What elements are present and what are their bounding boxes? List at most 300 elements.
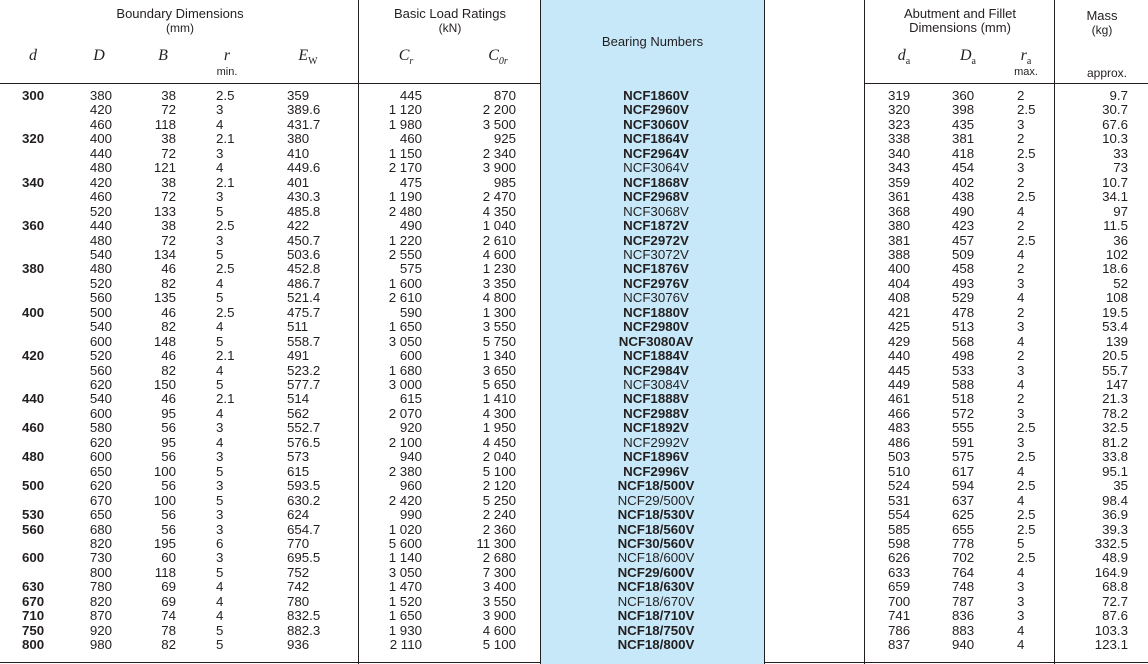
cell-r: 3	[216, 507, 224, 523]
cell-C0r: 5 100	[482, 463, 516, 479]
cell-C0r: 5 100	[482, 637, 516, 653]
cell-Ew: 780	[287, 593, 310, 609]
cell-B: 82	[161, 275, 176, 291]
cell-mass: 32.5	[1102, 420, 1128, 436]
cell-da: 323	[888, 116, 911, 132]
cell-D: 620	[89, 377, 112, 392]
cell-Cr: 1 020	[388, 521, 422, 537]
cell-C0r: 2 340	[482, 145, 516, 161]
cell-da: 429	[888, 333, 911, 349]
cell-ra: 2	[1017, 174, 1025, 190]
cell-D: 650	[89, 463, 112, 479]
bearing-number: NCF2976V	[623, 275, 689, 291]
cell-Cr: 3 050	[388, 333, 422, 349]
cell-B: 135	[153, 290, 176, 306]
cell-r: 4	[216, 362, 224, 378]
cell-Da: 940	[952, 637, 975, 653]
cell-Cr: 460	[399, 131, 422, 147]
cell-Ew: 695.5	[287, 550, 321, 566]
bearing-number: NCF1880V	[623, 304, 689, 320]
header-load-title: Basic Load Ratings	[393, 6, 506, 21]
cell-Da: 787	[952, 593, 975, 609]
cell-D: 600	[89, 449, 112, 465]
cell-r: 3	[216, 189, 224, 205]
cell-r: 3	[216, 550, 224, 566]
cell-D: 800	[89, 564, 112, 580]
cell-D: 460	[89, 116, 112, 132]
cell-B: 82	[161, 637, 176, 653]
cell-da: 598	[888, 535, 911, 551]
header-mass	[1056, 9, 1148, 37]
cell-Da: 533	[952, 362, 975, 378]
cell-Ew: 552.7	[287, 420, 321, 436]
cell-Da: 748	[952, 579, 975, 595]
cell-B: 150	[153, 377, 176, 392]
cell-r: 5	[216, 463, 224, 479]
cell-Ew: 936	[287, 637, 310, 653]
cell-ra: 3	[1017, 608, 1025, 624]
bearing-number: NCF3072V	[623, 246, 689, 262]
bearing-number: NCF2980V	[623, 319, 689, 335]
cell-ra: 2.5	[1017, 189, 1036, 205]
cell-D: 600	[89, 405, 112, 421]
bearing-number: NCF18/560V	[617, 521, 695, 537]
cell-ra: 4	[1017, 564, 1025, 580]
cell-Ew: 486.7	[287, 275, 321, 291]
cell-Ew: 562	[287, 405, 310, 421]
cell-ra: 3	[1017, 434, 1025, 450]
cell-da: 786	[888, 622, 911, 638]
cell-C0r: 4 600	[482, 622, 516, 638]
cell-ra: 2.5	[1017, 521, 1036, 537]
cell-Cr: 2 070	[388, 405, 422, 421]
cell-r: 4	[216, 160, 224, 176]
cell-ra: 3	[1017, 362, 1025, 378]
bearing-number: NCF2984V	[623, 362, 689, 378]
header-boundary-title: Boundary Dimensions	[116, 6, 244, 21]
cell-Da: 513	[952, 319, 975, 335]
cell-r: 3	[216, 521, 224, 537]
cell-Da: 493	[952, 275, 975, 291]
bearing-number: NCF18/750V	[617, 622, 695, 638]
cell-r: 5	[216, 333, 224, 349]
cell-Cr: 490	[399, 218, 422, 234]
cell-Cr: 1 930	[388, 622, 422, 638]
cell-da: 338	[888, 131, 911, 147]
cell-Cr: 990	[399, 507, 422, 523]
header-load-unit: (kN)	[438, 21, 462, 35]
cell-D: 730	[89, 550, 112, 566]
cell-B: 69	[161, 593, 176, 609]
cell-ra: 4	[1017, 203, 1025, 219]
cell-ra: 4	[1017, 377, 1025, 392]
cell-D: 480	[89, 261, 112, 277]
cell-ra: 3	[1017, 275, 1025, 291]
cell-r: 5	[216, 246, 224, 262]
cell-mass: 332.5	[1094, 535, 1128, 551]
bearing-number: NCF1892V	[623, 420, 689, 436]
cell-Da: 457	[952, 232, 975, 248]
cell-da: 510	[888, 463, 911, 479]
cell-da: 741	[888, 608, 911, 624]
cell-d: 600	[22, 550, 45, 566]
cell-r: 3	[216, 102, 224, 118]
bearing-number: NCF1896V	[623, 449, 689, 465]
cell-B: 56	[161, 521, 176, 537]
cell-ra: 4	[1017, 492, 1025, 508]
cell-C0r: 3 500	[482, 116, 516, 132]
cell-C0r: 4 350	[482, 203, 516, 219]
cell-Ew: 558.7	[287, 333, 321, 349]
cell-da: 440	[888, 348, 911, 364]
cell-Da: 625	[952, 507, 975, 523]
cell-da: 659	[888, 579, 911, 595]
cell-C0r: 2 200	[482, 102, 516, 118]
cell-B: 121	[153, 160, 176, 176]
cell-Da: 572	[952, 405, 975, 421]
cell-Da: 637	[952, 492, 975, 508]
cell-B: 100	[153, 492, 176, 508]
cell-Da: 454	[952, 160, 975, 176]
divider-gap-abutment	[864, 0, 865, 664]
cell-C0r: 2 040	[482, 449, 516, 465]
cell-da: 388	[888, 246, 911, 262]
cell-D: 820	[89, 593, 112, 609]
cell-Ew: 389.6	[287, 102, 321, 118]
bearing-number: NCF18/800V	[617, 637, 695, 653]
cell-da: 554	[888, 507, 911, 523]
cell-ra: 3	[1017, 319, 1025, 335]
symbol-B: B	[158, 47, 168, 64]
header-bearing-numbers	[541, 35, 764, 49]
cell-D: 480	[89, 232, 112, 248]
cell-mass: 35	[1113, 478, 1128, 494]
cell-Da: 568	[952, 333, 975, 349]
cell-da: 466	[888, 405, 911, 421]
cell-C0r: 4 450	[482, 434, 516, 450]
cell-r: 4	[216, 405, 224, 421]
cell-Da: 778	[952, 535, 975, 551]
cell-Ew: 430.3	[287, 189, 321, 205]
cell-Ew: 485.8	[287, 203, 321, 219]
cell-Ew: 654.7	[287, 521, 321, 537]
cell-B: 95	[161, 405, 176, 421]
cell-C0r: 3 550	[482, 319, 516, 335]
cell-ra: 2	[1017, 218, 1025, 234]
cell-C0r: 1 410	[482, 391, 516, 407]
cell-C0r: 3 900	[482, 160, 516, 176]
cell-C0r: 4 800	[482, 290, 516, 306]
cell-D: 560	[89, 290, 112, 306]
cell-Cr: 1 980	[388, 116, 422, 132]
cell-Da: 764	[952, 564, 975, 580]
cell-C0r: 1 340	[482, 348, 516, 364]
cell-Ew: 450.7	[287, 232, 321, 248]
footer-rule-right	[764, 662, 1148, 663]
cell-ra: 4	[1017, 333, 1025, 349]
cell-B: 46	[161, 391, 176, 407]
cell-B: 95	[161, 434, 176, 450]
cell-r: 5	[216, 622, 224, 638]
cell-r: 2.1	[216, 131, 235, 147]
cell-da: 340	[888, 145, 911, 161]
cell-Ew: 401	[287, 174, 310, 190]
symbol-r-min: min.	[216, 66, 238, 78]
cell-d: 440	[22, 391, 45, 407]
cell-C0r: 2 120	[482, 478, 516, 494]
cell-D: 580	[89, 420, 112, 436]
symbol-approx: approx.	[1086, 66, 1128, 80]
bearing-number: NCF2972V	[623, 232, 689, 248]
cell-Ew: 491	[287, 348, 310, 364]
cell-C0r: 5 650	[482, 377, 516, 392]
cell-C0r: 1 230	[482, 261, 516, 277]
cell-C0r: 4 300	[482, 405, 516, 421]
cell-ra: 2.5	[1017, 507, 1036, 523]
bearing-number: NCF3064V	[623, 160, 689, 176]
cell-B: 56	[161, 420, 176, 436]
cell-da: 421	[888, 304, 911, 320]
bearing-number: NCF1860V	[623, 88, 689, 103]
cell-Cr: 1 190	[388, 189, 422, 205]
cell-mass: 97	[1113, 203, 1128, 219]
cell-B: 72	[161, 102, 176, 118]
cell-da: 368	[888, 203, 911, 219]
cell-B: 38	[161, 218, 176, 234]
cell-Cr: 475	[399, 174, 422, 190]
cell-B: 78	[161, 622, 176, 638]
symbol-d: d	[29, 47, 37, 64]
cell-Da: 398	[952, 102, 975, 118]
cell-C0r: 3 550	[482, 593, 516, 609]
symbol-da: $d_a$	[897, 47, 911, 68]
cell-Ew: 380	[287, 131, 310, 147]
cell-Da: 423	[952, 218, 975, 234]
cell-Ew: 523.2	[287, 362, 321, 378]
cell-da: 408	[888, 290, 911, 306]
symbol-Ew: $E_W$	[298, 47, 318, 68]
cell-Ew: 615	[287, 463, 310, 479]
cell-r: 4	[216, 434, 224, 450]
header-mass-title: Mass	[1086, 8, 1118, 23]
cell-mass: 147	[1105, 377, 1128, 392]
cell-Da: 402	[952, 174, 975, 190]
header-abutment-title1: Abutment and Fillet	[903, 6, 1016, 21]
cell-Da: 575	[952, 449, 975, 465]
cell-r: 3	[216, 420, 224, 436]
cell-Cr: 1 680	[388, 362, 422, 378]
cell-r: 4	[216, 608, 224, 624]
cell-mass: 48.9	[1102, 550, 1128, 566]
header-boundary-dimensions	[60, 7, 300, 35]
bearing-number: NCF18/600V	[617, 550, 695, 566]
cell-r: 4	[216, 319, 224, 335]
cell-mass: 72.7	[1102, 593, 1128, 609]
cell-ra: 3	[1017, 593, 1025, 609]
cell-mass: 68.8	[1102, 579, 1128, 595]
bearing-number: NCF3084V	[623, 377, 689, 392]
cell-B: 38	[161, 88, 176, 103]
cell-Ew: 521.4	[287, 290, 321, 306]
cell-D: 380	[89, 88, 112, 103]
cell-da: 359	[888, 174, 911, 190]
cell-B: 82	[161, 319, 176, 335]
cell-Da: 518	[952, 391, 975, 407]
bearing-number: NCF1888V	[623, 391, 689, 407]
symbol-Cr: $C_r$	[398, 47, 414, 68]
cell-r: 3	[216, 232, 224, 248]
cell-mass: 9.7	[1109, 88, 1128, 103]
cell-Da: 702	[952, 550, 975, 566]
cell-Ew: 882.3	[287, 622, 321, 638]
cell-C0r: 870	[493, 88, 516, 103]
cell-Cr: 445	[399, 88, 422, 103]
cell-Cr: 960	[399, 478, 422, 494]
cell-da: 503	[888, 449, 911, 465]
cell-da: 343	[888, 160, 911, 176]
cell-B: 133	[153, 203, 176, 219]
cell-r: 4	[216, 275, 224, 291]
cell-C0r: 5 250	[482, 492, 516, 508]
cell-d: 500	[22, 478, 45, 494]
bearing-number: NCF1876V	[623, 261, 689, 277]
footer-rule-left	[0, 662, 541, 663]
cell-Da: 360	[952, 88, 975, 103]
cell-D: 440	[89, 218, 112, 234]
bearing-number: NCF2988V	[623, 405, 689, 421]
cell-mass: 78.2	[1102, 405, 1128, 421]
cell-d: 710	[22, 608, 45, 624]
header-load-ratings	[360, 7, 540, 35]
cell-r: 5	[216, 377, 224, 392]
header-rule-left	[0, 83, 541, 84]
cell-da: 837	[888, 637, 911, 653]
cell-da: 633	[888, 564, 911, 580]
cell-r: 6	[216, 535, 224, 551]
cell-ra: 4	[1017, 463, 1025, 479]
cell-mass: 81.2	[1102, 434, 1128, 450]
bearing-number: NCF3060V	[623, 116, 689, 132]
cell-D: 440	[89, 145, 112, 161]
cell-mass: 139	[1105, 333, 1128, 349]
cell-Ew: 503.6	[287, 246, 321, 262]
cell-ra: 5	[1017, 535, 1025, 551]
cell-ra: 2.5	[1017, 145, 1036, 161]
cell-D: 520	[89, 275, 112, 291]
cell-B: 60	[161, 550, 176, 566]
cell-Ew: 431.7	[287, 116, 321, 132]
header-bearing-title: Bearing Numbers	[601, 34, 704, 49]
cell-Cr: 940	[399, 449, 422, 465]
cell-Da: 594	[952, 478, 975, 494]
cell-Da: 458	[952, 261, 975, 277]
cell-B: 46	[161, 304, 176, 320]
cell-da: 380	[888, 218, 911, 234]
cell-mass: 52	[1113, 275, 1128, 291]
cell-D: 520	[89, 348, 112, 364]
cell-Da: 588	[952, 377, 975, 392]
cell-mass: 98.4	[1102, 492, 1128, 508]
bearing-number: NCF1872V	[623, 218, 689, 234]
cell-da: 626	[888, 550, 911, 566]
bearing-number: NCF18/500V	[617, 478, 695, 494]
cell-Ew: 593.5	[287, 478, 321, 494]
cell-r: 4	[216, 593, 224, 609]
cell-Cr: 2 170	[388, 160, 422, 176]
cell-da: 524	[888, 478, 911, 494]
cell-mass: 21.3	[1102, 391, 1128, 407]
cell-C0r: 1 950	[482, 420, 516, 436]
symbol-D: D	[93, 47, 105, 64]
cell-d: 300	[22, 88, 45, 103]
cell-B: 38	[161, 131, 176, 147]
symbol-ra-max: max.	[1014, 66, 1038, 78]
cell-C0r: 4 600	[482, 246, 516, 262]
cell-C0r: 1 300	[482, 304, 516, 320]
cell-d: 750	[22, 622, 45, 638]
cell-mass: 36.9	[1102, 507, 1128, 523]
cell-Cr: 1 140	[388, 550, 422, 566]
cell-d: 530	[22, 507, 45, 523]
cell-D: 560	[89, 362, 112, 378]
cell-r: 5	[216, 492, 224, 508]
cell-d: 670	[22, 593, 45, 609]
cell-C0r: 7 300	[482, 564, 516, 580]
cell-D: 620	[89, 434, 112, 450]
cell-Cr: 1 600	[388, 275, 422, 291]
cell-mass: 103.3	[1094, 622, 1128, 638]
cell-B: 38	[161, 174, 176, 190]
cell-C0r: 3 650	[482, 362, 516, 378]
cell-mass: 123.1	[1094, 637, 1128, 653]
symbol-C0r: $C_{0r}$	[488, 47, 508, 68]
cell-D: 670	[89, 492, 112, 508]
cell-Cr: 1 220	[388, 232, 422, 248]
cell-D: 400	[89, 131, 112, 147]
cell-d: 480	[22, 449, 45, 465]
bearing-number: NCF29/500V	[617, 492, 695, 508]
cell-Ew: 752	[287, 564, 310, 580]
cell-ra: 2.5	[1017, 420, 1036, 436]
cell-Da: 529	[952, 290, 975, 306]
cell-Cr: 575	[399, 261, 422, 277]
cell-r: 3	[216, 449, 224, 465]
cell-Cr: 1 470	[388, 579, 422, 595]
cell-D: 600	[89, 333, 112, 349]
cell-C0r: 11 300	[476, 535, 516, 551]
cell-mass: 11.5	[1103, 218, 1128, 234]
cell-ra: 4	[1017, 290, 1025, 306]
cell-B: 72	[161, 145, 176, 161]
cell-r: 4	[216, 116, 224, 132]
cell-r: 2.5	[216, 304, 235, 320]
cell-Ew: 475.7	[287, 304, 321, 320]
cell-Ew: 514	[287, 391, 310, 407]
cell-Da: 555	[952, 420, 975, 436]
bearing-number: NCF2964V	[623, 145, 689, 161]
cell-da: 700	[888, 593, 911, 609]
symbol-r: r	[223, 47, 231, 64]
cell-D: 540	[89, 319, 112, 335]
cell-r: 2.1	[216, 348, 235, 364]
cell-mass: 19.5	[1102, 304, 1128, 320]
cell-da: 531	[888, 492, 911, 508]
cell-mass: 33	[1113, 145, 1128, 161]
cell-Ew: 449.6	[287, 160, 321, 176]
cell-mass: 87.6	[1102, 608, 1128, 624]
cell-mass: 10.7	[1102, 174, 1128, 190]
header-abutment	[866, 7, 1054, 35]
